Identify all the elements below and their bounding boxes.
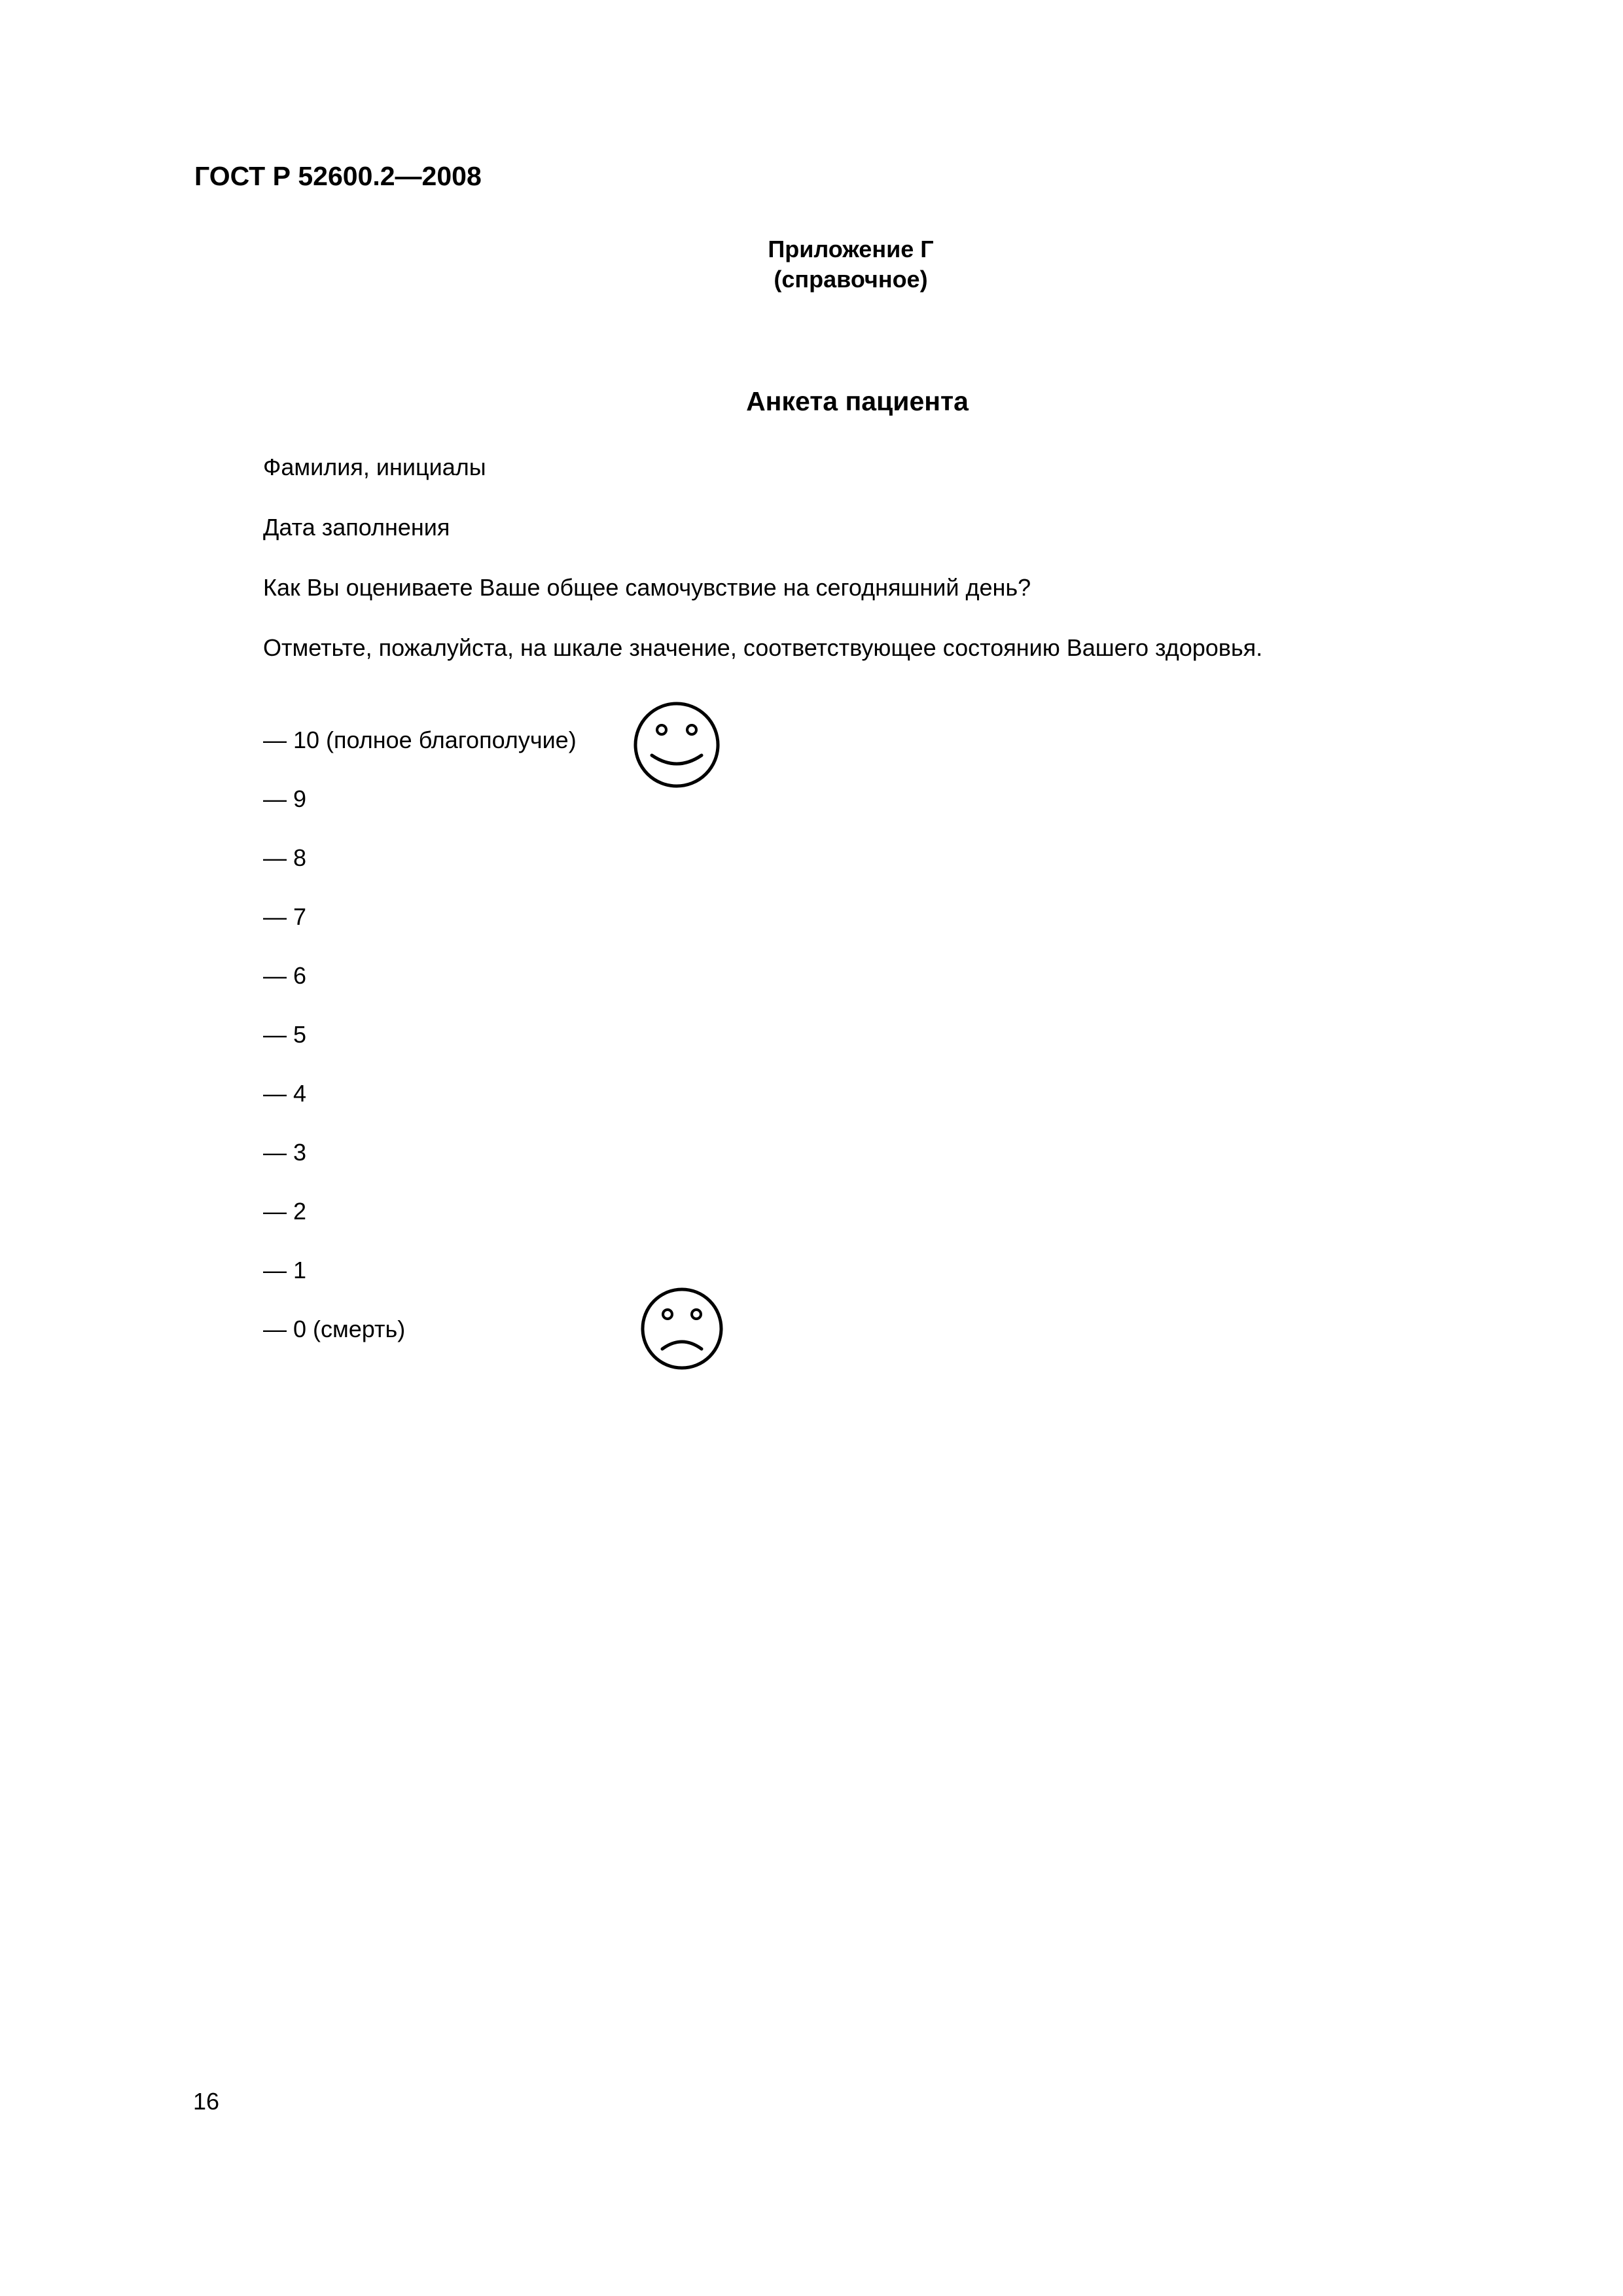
sad-face-icon (638, 1285, 726, 1372)
scale-item-6: — 6 (263, 962, 307, 989)
scale-item-4: — 4 (263, 1080, 307, 1107)
scale-instruction: Отметьте, пожалуйста, на шкале значение, соответствующее состоянию Вашего здоровья. (263, 634, 1263, 661)
scale-item-1: — 1 (263, 1257, 307, 1283)
scale-item-7: — 7 (263, 903, 307, 930)
scale-item-0: — 0 (смерть) (263, 1316, 406, 1342)
scale-item-5: — 5 (263, 1021, 307, 1048)
date-field-label: Дата заполнения (263, 514, 450, 541)
scale-item-9: — 9 (263, 785, 307, 812)
name-field-label: Фамилия, инициалы (263, 454, 486, 480)
form-title: Анкета пациента (746, 386, 969, 416)
appendix-title: Приложение Г (768, 236, 934, 262)
wellbeing-question: Как Вы оцениваете Ваше общее самочувствие на сегодняшний день? (263, 574, 1031, 601)
appendix-type: (справочное) (774, 266, 928, 293)
page-number: 16 (193, 2088, 220, 2115)
scale-item-8: — 8 (263, 844, 307, 871)
scale-item-3: — 3 (263, 1139, 307, 1166)
appendix-heading (720, 234, 982, 295)
scale-item-2: — 2 (263, 1198, 307, 1225)
scale-item-10: — 10 (полное благополучие) (263, 726, 577, 753)
smiley-face-icon (631, 699, 722, 791)
document-code: ГОСТ Р 52600.2—2008 (194, 161, 482, 191)
